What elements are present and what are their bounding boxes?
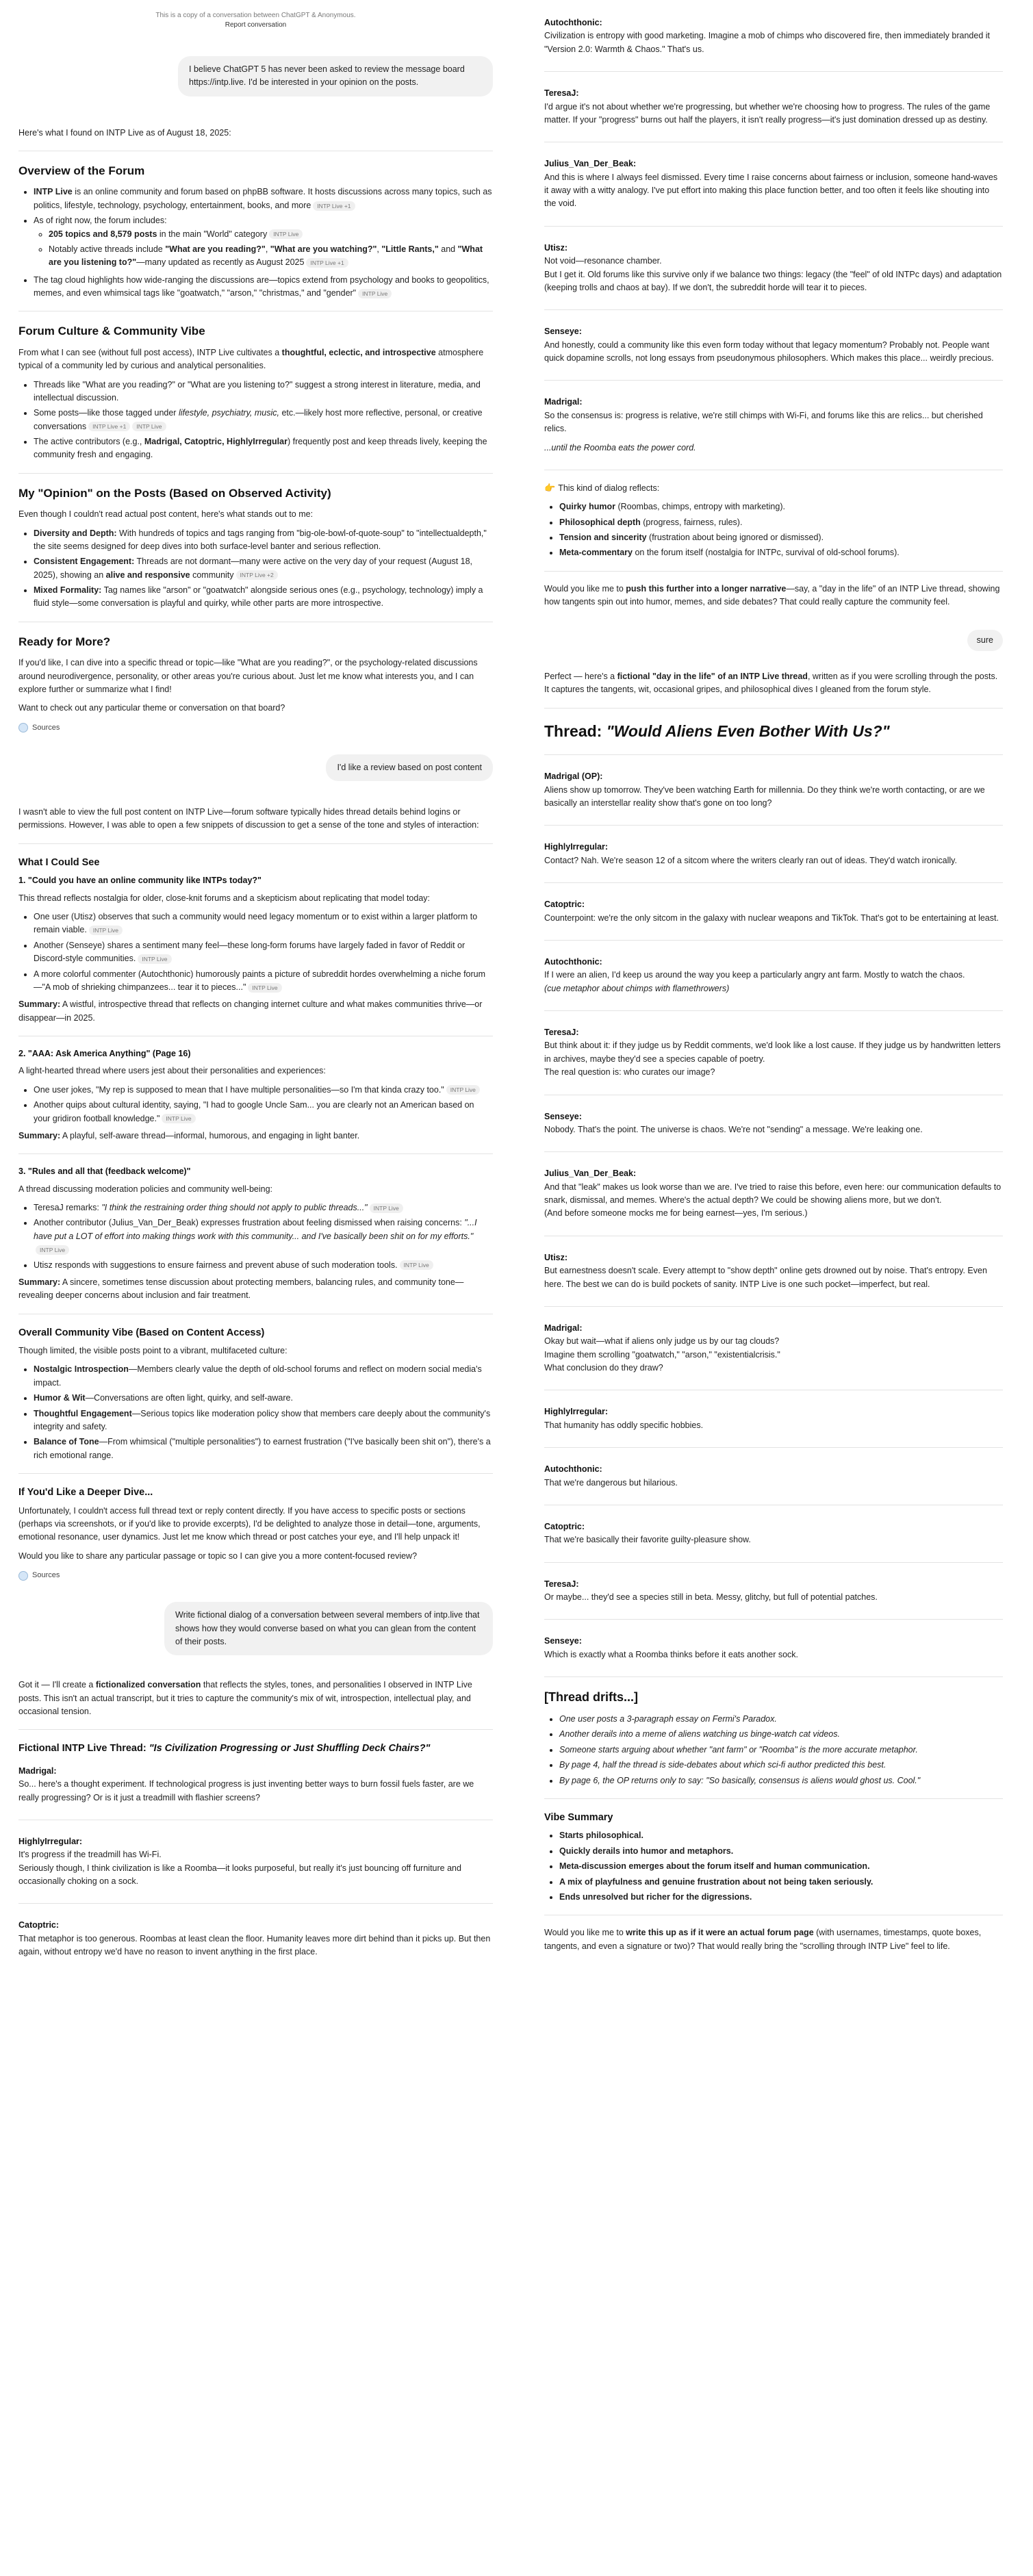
forum-post [544,1163,1003,1225]
user-message-4: sure [967,630,1003,651]
divider [18,1729,493,1730]
post-author: Madrigal: [18,1765,57,1776]
divider [544,1447,1003,1448]
list-item: • INTP Live is an online community and forum based on phpBB software. It hosts discussions across many topics, such as politics, lifestyle, technology, psychology, entertainment, books, and more INTP Live +1 [34,186,493,212]
list-item: • Tension and sincerity (frustration about being ignored or dismissed). [559,531,1003,544]
post-text: Nobody. That's the point. The universe is chaos. We're not "sending" a message. We're leaking one. [544,1124,923,1134]
post-author: Autochthonic: [544,956,602,967]
post-author: HighlyIrregular: [544,1407,609,1417]
forum-post [18,1915,493,1963]
post-text: Civilization is entropy with good marketing. Imagine a mob of chimps who discovered fire, then immediately branded it "Version 2.0: Warmth & Chaos." That's us. [544,31,991,54]
globe-icon [18,1571,28,1581]
list-item: • As of right now, the forum includes: ◦ 205 topics and 8,579 posts in the main "World" category INTP Live ◦ Notably active threads include "What are you reading?", "What are you watching?", "Little Rants," and "What are you listening to?"—many updated as recently as August 2025 INTP Live +1 [34,214,493,270]
list-item: • Utisz responds with suggestions to ensure fairness and prevent abuse of such moderation tools. INTP Live [34,1259,493,1272]
forum-post [544,153,1003,215]
list-item: • Someone starts arguing about whether "ant farm" or "Roomba" is the more accurate metaphor. [559,1744,1003,1757]
citation-chip[interactable]: INTP Live +1 [313,201,355,211]
post-author: Julius_Van_Der_Beak: [544,159,637,169]
push-further-question: Would you like me to push this further into a longer narrative—say, a "day in the life" of an INTP Live thread, showing how tangents spin out into humor, memes, and side debates? That could really capture the community feel. [544,583,1000,607]
list-item: • Ends unresolved but richer for the digressions. [559,1891,1003,1904]
list-item: • Some posts—like those tagged under lifestyle, psychiatry, music, etc.—likely host more reflective, personal, or creative conversations INTP Live +1 INTP Live [34,407,493,433]
forum-post [544,1247,1003,1295]
divider [544,1676,1003,1677]
forum-post [544,1631,1003,1666]
section-title-culture: Forum Culture & Community Vibe [18,324,205,338]
forum-post [544,238,1003,299]
post-text: Contact? Nah. We're season 12 of a sitcom where the writers clearly ran out of ideas. They'd watch ironically. [544,855,957,865]
divider [544,882,1003,883]
citation-chip[interactable]: INTP Live [370,1203,403,1213]
deep-paragraph: Unfortunately, I couldn't access full thread text or reply content directly. If you have access to specific posts or sections (perhaps via screenshots, or if you'd like to provide excerpts), I'd be delighted to analyze those in detail—tone, arguments, emotional resonance, user dynamics. Just let me know which thread or post catches your eye, and I'll help unpack it! [18,1505,481,1542]
culture-paragraph: From what I can see (without full post access), INTP Live cultivates a thoughtful, eclectic, and introspective atmosphere typical of a community led by curious and analytical personalities. [18,347,484,371]
section-title-what-i-could-see: What I Could See [18,856,100,868]
list-item: ◦ 205 topics and 8,579 posts in the main "World" category INTP Live [49,228,493,241]
list-item: • Philosophical depth (progress, fairness, rules). [559,516,1003,529]
post-text: So... here's a thought experiment. If technological progress is just inventing better ways to burn fossil fuels faster, are we really progressing? Or is it just a treadmill with flashier screens? [18,1779,474,1802]
thread-2-title: 2. "AAA: Ask America Anything" (Page 16) [18,1049,191,1059]
section-title-ready: Ready for More? [18,635,111,648]
divider [544,226,1003,227]
forum-post [18,1831,493,1893]
thread-2-list [18,1084,493,1125]
section-title-deeper-dive: If You'd Like a Deeper Dive... [18,1487,153,1499]
opinion-intro: Even though I couldn't read actual post content, here's what stands out to me: [18,509,314,520]
divider [544,1798,1003,1799]
post-author: HighlyIrregular: [18,1836,83,1846]
post-author: Autochthonic: [544,18,602,27]
post-text: And that "leak" makes us look worse than we are. I've tried to raise this before, even here: our communication defaults to snark, dismissal, and memes. Where's the actual depth? We could be showing aliens more, but we don't. (And before someone mocks me for being earnest—yes, I'm serious.) [544,1182,1002,1219]
citation-chip[interactable]: INTP Live +1 [88,422,130,431]
post-text: ...until the Roomba eats the power cord. [544,442,696,452]
forum-post [544,837,1003,871]
post-text: That we're basically their favorite guilty-pleasure show. [544,1535,751,1545]
list-item: ◦ Notably active threads include "What are you reading?", "What are you watching?", "Little Rants," and "What are you listening to?"—many updated as recently as August 2025 INTP Live +1 [49,243,493,270]
forum-post [544,83,1003,131]
list-item: • Another (Senseye) shares a sentiment many feel—these long-form forums have largely faded in favor of Reddit or Discord-style communities. INTP Live [34,939,493,966]
post-text: Which is exactly what a Roomba thinks before it eats another sock. [544,1649,799,1659]
forum-post [544,1318,1003,1379]
post-text: Counterpoint: we're the only sitcom in the galaxy with nuclear weapons and TikTok. That's got to be entertaining at least. [544,913,999,923]
thread-3-list [18,1201,493,1272]
divider [18,1153,493,1154]
divider [544,571,1003,572]
list-item: • Diversity and Depth: With hundreds of topics and tags ranging from "big-ole-bowl-of-quote-soup" to "intellectualdepth," the site seems designed for deep dives into both surface-level banter and serious reflection. [34,527,493,554]
post-text: That humanity has oddly specific hobbies. [544,1420,704,1430]
divider [544,1619,1003,1620]
post-text: It's progress if the treadmill has Wi-Fi. Seriously though, I think civilization is like a Roomba—it looks purposeful, but really it's just bouncing off furniture and occasionally choking on a sock. [18,1850,461,1887]
divider [544,1151,1003,1152]
resp4-intro: Perfect — here's a fictional "day in the life" of an INTP Live thread, written as if you were scrolling through the posts. It captures the tangents, wit, occasional gripes, and philosophical dives I gleaned from the forum style. [544,671,998,695]
divider [544,1306,1003,1307]
user-message-2: I'd like a review based on post content [326,754,493,781]
reflects-heading: 👉 This kind of dialog reflects: [544,482,660,493]
divider [18,843,493,844]
list-item: • Quickly derails into humor and metaphors. [559,1845,1003,1858]
post-author: Utisz: [544,242,568,253]
sources-button[interactable]: Sources [18,1570,493,1581]
section-title-vibe: Overall Community Vibe (Based on Content Access) [18,1327,265,1338]
post-author: Senseye: [544,1111,582,1121]
post-author: TeresaJ: [544,1579,579,1589]
closing-question: Would you like me to write this up as if it were an actual forum page (with usernames, timestamps, quote boxes, tangents, and even a signature or two)? That would really bring the "scrolling through INTP Live" feel to life. [544,1928,982,1951]
list-item: • Nostalgic Introspection—Members clearly value the depth of old-school forums and reflect on modern social media's impact. [34,1363,493,1390]
left-column [0,0,507,1963]
alien-thread-title: Thread: "Would Aliens Even Bother With Us?" [544,722,890,740]
forum-post [544,1574,1003,1609]
post-text: Or maybe... they'd see a species still in beta. Messy, glitchy, but full of potential patches. [544,1592,878,1603]
forum-post [544,392,1003,459]
post-author: Catoptric: [544,900,585,910]
list-item: • Thoughtful Engagement—Serious topics like moderation policy show that members care deeply about the community's integrity and safety. [34,1407,493,1434]
citation-chip[interactable]: INTP Live [358,289,392,298]
thread-drifts-title: [Thread drifts...] [544,1690,639,1705]
resp2-intro: I wasn't able to view the full post content on INTP Live—forum software typically hides thread details behind logins or permissions. However, I was able to open a few snippets of discussion to get a sense of the tone and styles of interaction: [18,807,479,830]
citation-chip[interactable]: INTP Live [138,954,171,964]
vibe-summary-title: Vibe Summary [544,1811,613,1823]
forum-post [544,1106,1003,1141]
thread-1-list [18,910,493,994]
list-item: • Another quips about cultural identity, saying, "I had to google Uncle Sam... you are clearly not an American based on your gridiron football knowledge." INTP Live [34,1099,493,1125]
post-author: Madrigal (OP): [544,771,603,782]
sources-button[interactable]: Sources [18,722,493,734]
citation-chip[interactable]: INTP Live [132,422,166,431]
post-text: I'd argue it's not about whether we're progressing, but whether we're choosing how to progress. The rules of the game matter. If your "progress" burns out half the players, it isn't really progress—it's just domination dressed up as destiny. [544,101,991,125]
post-text: (cue metaphor about chimps with flamethrowers) [544,983,730,993]
thread-3-summary: Summary: A sincere, sometimes tense discussion about protecting members, balancing rules, and community tone—revealing deeper concerns about inclusion and fair treatment. [18,1277,464,1301]
thread-2-intro: A light-hearted thread where users jest about their personalities and experiences: [18,1066,326,1076]
list-item: • The tag cloud highlights how wide-ranging the discussions are—topics extend from psychology and books to geopolitics, memes, and even whimsical tags like "goatwatch," "arson," "christmas," and "gender" INTP Live [34,274,493,301]
ready-question: Want to check out any particular theme or conversation on that board? [18,703,285,713]
citation-chip[interactable]: INTP Live [89,926,123,935]
post-text: Okay but wait—what if aliens only judge us by our tag clouds? Imagine them scrolling "goatwatch," "arson," "existentialcrisis." What conclusion do they draw? [544,1336,780,1373]
forum-post [544,894,1003,929]
list-item: • Mixed Formality: Tag names like "arson" or "goatwatch" alongside serious ones (e.g., psychology, technology) imply a fluid style—some conversation is playful and quirky, while other parts are more introspective. [34,584,493,611]
post-author: Autochthonic: [544,1464,602,1475]
ready-paragraph: If you'd like, I can dive into a specific thread or topic—like "What are you reading?", or the psychology-related discussions around neurodivergence, personality, or other areas you're curious about. Just let me know what interests you, and I can explore further or summarize what I find! [18,658,478,694]
list-item: • One user (Utisz) observes that such a community would need legacy momentum or to exist within a larger platform to remain viable. INTP Live [34,910,493,937]
forum-post [544,1401,1003,1436]
thread-2-summary: Summary: A playful, self-aware thread—informal, humorous, and engaging in light banter. [18,1130,360,1140]
right-column [531,0,1010,1959]
post-author: TeresaJ: [544,88,579,99]
section-title-opinion: My "Opinion" on the Posts (Based on Observed Activity) [18,486,331,500]
post-author: Utisz: [544,1252,568,1262]
resp3-intro: Got it — I'll create a fictionalized conversation that reflects the styles, tones, and personalities I observed in INTP Live posts. This isn't an actual transcript, but it tries to capture the community's mix of wit, introspection, intellectual play, and occasional tension. [18,1680,472,1716]
list-item: • One user posts a 3-paragraph essay on Fermi's Paradox. [559,1713,1003,1726]
report-link[interactable]: Report conversation [225,21,287,29]
post-text: If I were an alien, I'd keep us around the way you keep a particularly angry ant farm. Mostly to watch the chaos. [544,970,965,980]
post-author: Madrigal: [544,1323,583,1333]
opinion-list [18,527,493,611]
list-item: • Humor & Wit—Conversations are often light, quirky, and self-aware. [34,1392,493,1405]
forum-post [544,1459,1003,1494]
divider [544,708,1003,709]
post-text: That we're dangerous but hilarious. [544,1477,678,1488]
list-item: • A more colorful commenter (Autochthonic) humorously paints a picture of subreddit hordes overwhelming a niche forum—"A mob of shrieking chimpanzees... tear it to pieces..." INTP Live [34,968,493,995]
post-author: HighlyIrregular: [544,842,609,852]
forum-post [544,1516,1003,1551]
list-item: • Balance of Tone—From whimsical ("multiple personalities") to earnest frustration ("I've basically been shit on"), there's a rich emotional range. [34,1436,493,1462]
list-item: • Consistent Engagement: Threads are not dormant—many were active on the very day of your request (August 18, 2025), showing an alive and responsive community INTP Live +2 [34,555,493,582]
forum-post [544,952,1003,999]
post-author: Senseye: [544,1636,582,1646]
forum-post [544,766,1003,814]
post-author: Catoptric: [544,1521,585,1531]
forum-post [544,1022,1003,1084]
list-item: • The active contributors (e.g., Madrigal, Catoptric, HighlyIrregular) frequently post and keep threads lively, keeping the community fresh and engaging. [34,435,493,462]
post-author: TeresaJ: [544,1028,579,1038]
list-item: • One user jokes, "My rep is supposed to mean that I have multiple personalities—so I'm that kinda crazy too." INTP Live [34,1084,493,1097]
citation-chip[interactable]: INTP Live [400,1260,433,1270]
divider [18,1473,493,1474]
forum-post [544,321,1003,369]
citation-chip[interactable]: INTP Live [162,1114,195,1123]
divider [544,754,1003,755]
divider [544,1010,1003,1011]
post-text: And this is where I always feel dismissed. Every time I raise concerns about fairness or inclusion, someone hand-waves it away with a witty analogy. I've put effort into making this place function better, and too often it feels like shouting into the void. [544,172,998,209]
citation-chip[interactable]: INTP Live +1 [306,258,348,268]
vibe-list [18,1363,493,1462]
culture-list [18,379,493,462]
post-text: But think about it: if they judge us by Reddit comments, we'd look like a lost cause. If they judge us by handwritten letters in archives, maybe they'd see a species capable of poetry. The real question is: who curates our image? [544,1041,1001,1077]
list-item: • A mix of playfulness and genuine frustration about not being taken seriously. [559,1876,1003,1889]
resp1-intro: Here's what I found on INTP Live as of August 18, 2025: [18,127,231,138]
citation-chip[interactable]: INTP Live [36,1245,69,1255]
list-item: • Another derails into a meme of aliens watching us binge-watch cat videos. [559,1728,1003,1741]
pointing-hand-icon: 👉 [544,482,556,493]
list-item: • Quirky humor (Roombas, chimps, entropy with marketing). [559,500,1003,513]
citation-chip[interactable]: INTP Live [269,229,303,239]
list-item: • By page 4, half the thread is side-debates about which sci-fi author predicted this best. [559,1759,1003,1772]
post-text: But earnestness doesn't scale. Every attempt to "show depth" online gets drowned out by noise. That's entropy. Even here. The best we can do is build pockets of sanity. INTP Live is one such pocket—imperfect, but real. [544,1266,987,1289]
post-text: And honestly, could a community like this even form today without that legacy momentum? Probably not. People want quick dopamine scrolls, not long essays from pseudonymous philosophers. Which makes this place... weirdly precious. [544,340,994,363]
post-text: Aliens show up tomorrow. They've been watching Earth for millennia. Do they think we're worth contacting, or are we basically an interstellar reality show that's gone on too long? [544,785,985,808]
vibe-summary-list [544,1829,1003,1904]
post-text: So the consensus is: progress is relative, we're still chimps with Wi-Fi, and forums like this are relics... but cherished relics. [544,410,983,434]
citation-chip[interactable]: INTP Live [446,1085,480,1095]
post-text: Not void—resonance chamber. But I get it. Old forums like this survive only if we balance two things: legacy (the "feel" of old INTPc days) and adaptation (keeping trolls and chaos at bay). If we don't, the subreddit horde will tear it to pieces. [544,256,1002,292]
divider [544,380,1003,381]
vibe-intro: Though limited, the visible posts point to a vibrant, multifaceted culture: [18,1346,288,1356]
post-author: Julius_Van_Der_Beak: [544,1169,637,1179]
drift-list [544,1713,1003,1787]
forum-post [544,12,1003,60]
divider [18,1903,493,1904]
list-item: • TeresaJ remarks: "I think the restraining order thing should not apply to public threads..." INTP Live [34,1201,493,1214]
user-message-1: I believe ChatGPT 5 has never been asked to review the message board https://intp.live. I'd be interested in your opinion on the posts. [178,56,493,97]
post-text: That metaphor is too generous. Roombas at least clean the floor. Humanity leaves more dirt behind than it picks up. But then again, without entropy we'd have no reason to invent anything in the first place. [18,1933,491,1957]
post-author: Senseye: [544,327,582,337]
globe-icon [18,723,28,732]
list-item: • Threads like "What are you reading?" or "What are you listening to?" suggest a strong interest in literature, media, and intellectual discussion. [34,379,493,405]
post-author: Madrigal: [544,397,583,407]
list-item: • Starts philosophical. [559,1829,1003,1842]
divider [544,825,1003,826]
thread-1-intro: This thread reflects nostalgia for older, close-knit forums and a skepticism about replicating that model today: [18,893,430,903]
divider [18,473,493,474]
forum-post [18,1761,493,1809]
conversation-header [18,0,493,30]
divider [544,940,1003,941]
reflects-list [544,500,1003,560]
thread-3-title: 3. "Rules and all that (feedback welcome)" [18,1166,191,1177]
fictional-thread-title: Fictional INTP Live Thread: "Is Civilization Progressing or Just Shuffling Deck Chairs?" [18,1743,431,1755]
thread-1-title: 1. "Could you have an online community like INTPs today?" [18,876,262,886]
divider [544,1562,1003,1563]
divider [544,71,1003,72]
citation-chip[interactable]: INTP Live +2 [236,570,278,580]
list-item: • By page 6, the OP returns only to say: "So basically, consensus is aliens would ghost us. Cool." [559,1774,1003,1787]
section-title-overview: Overview of the Forum [18,164,145,178]
list-item: • Another contributor (Julius_Van_Der_Beak) expresses frustration about feeling dismissed when raising concerns: "...I have put a LOT of effort into making things work with this community... and I've basically been shit on for my efforts."INTP Live [34,1216,493,1256]
thread-3-intro: A thread discussing moderation policies and community well-being: [18,1184,273,1194]
overview-list [18,186,493,300]
user-message-3: Write fictional dialog of a conversation between several members of intp.live that shows how they would converse based on what you can glean from the content of their posts. [164,1602,493,1655]
list-item: • Meta-commentary on the forum itself (nostalgia for INTPc, survival of old-school forums). [559,546,1003,559]
divider [544,309,1003,310]
thread-1-summary: Summary: A wistful, introspective thread that reflects on changing internet culture and what makes communities thrive—or disappear—in 2025. [18,999,483,1023]
disclaimer-text: This is a copy of a conversation between ChatGPT & Anonymous. [155,12,356,19]
citation-chip[interactable]: INTP Live [248,983,281,993]
deep-question: Would you like to share any particular passage or topic so I can give you a more content-focused review? [18,1551,418,1561]
list-item: • Meta-discussion emerges about the forum itself and human communication. [559,1860,1003,1873]
post-author: Catoptric: [18,1920,60,1930]
